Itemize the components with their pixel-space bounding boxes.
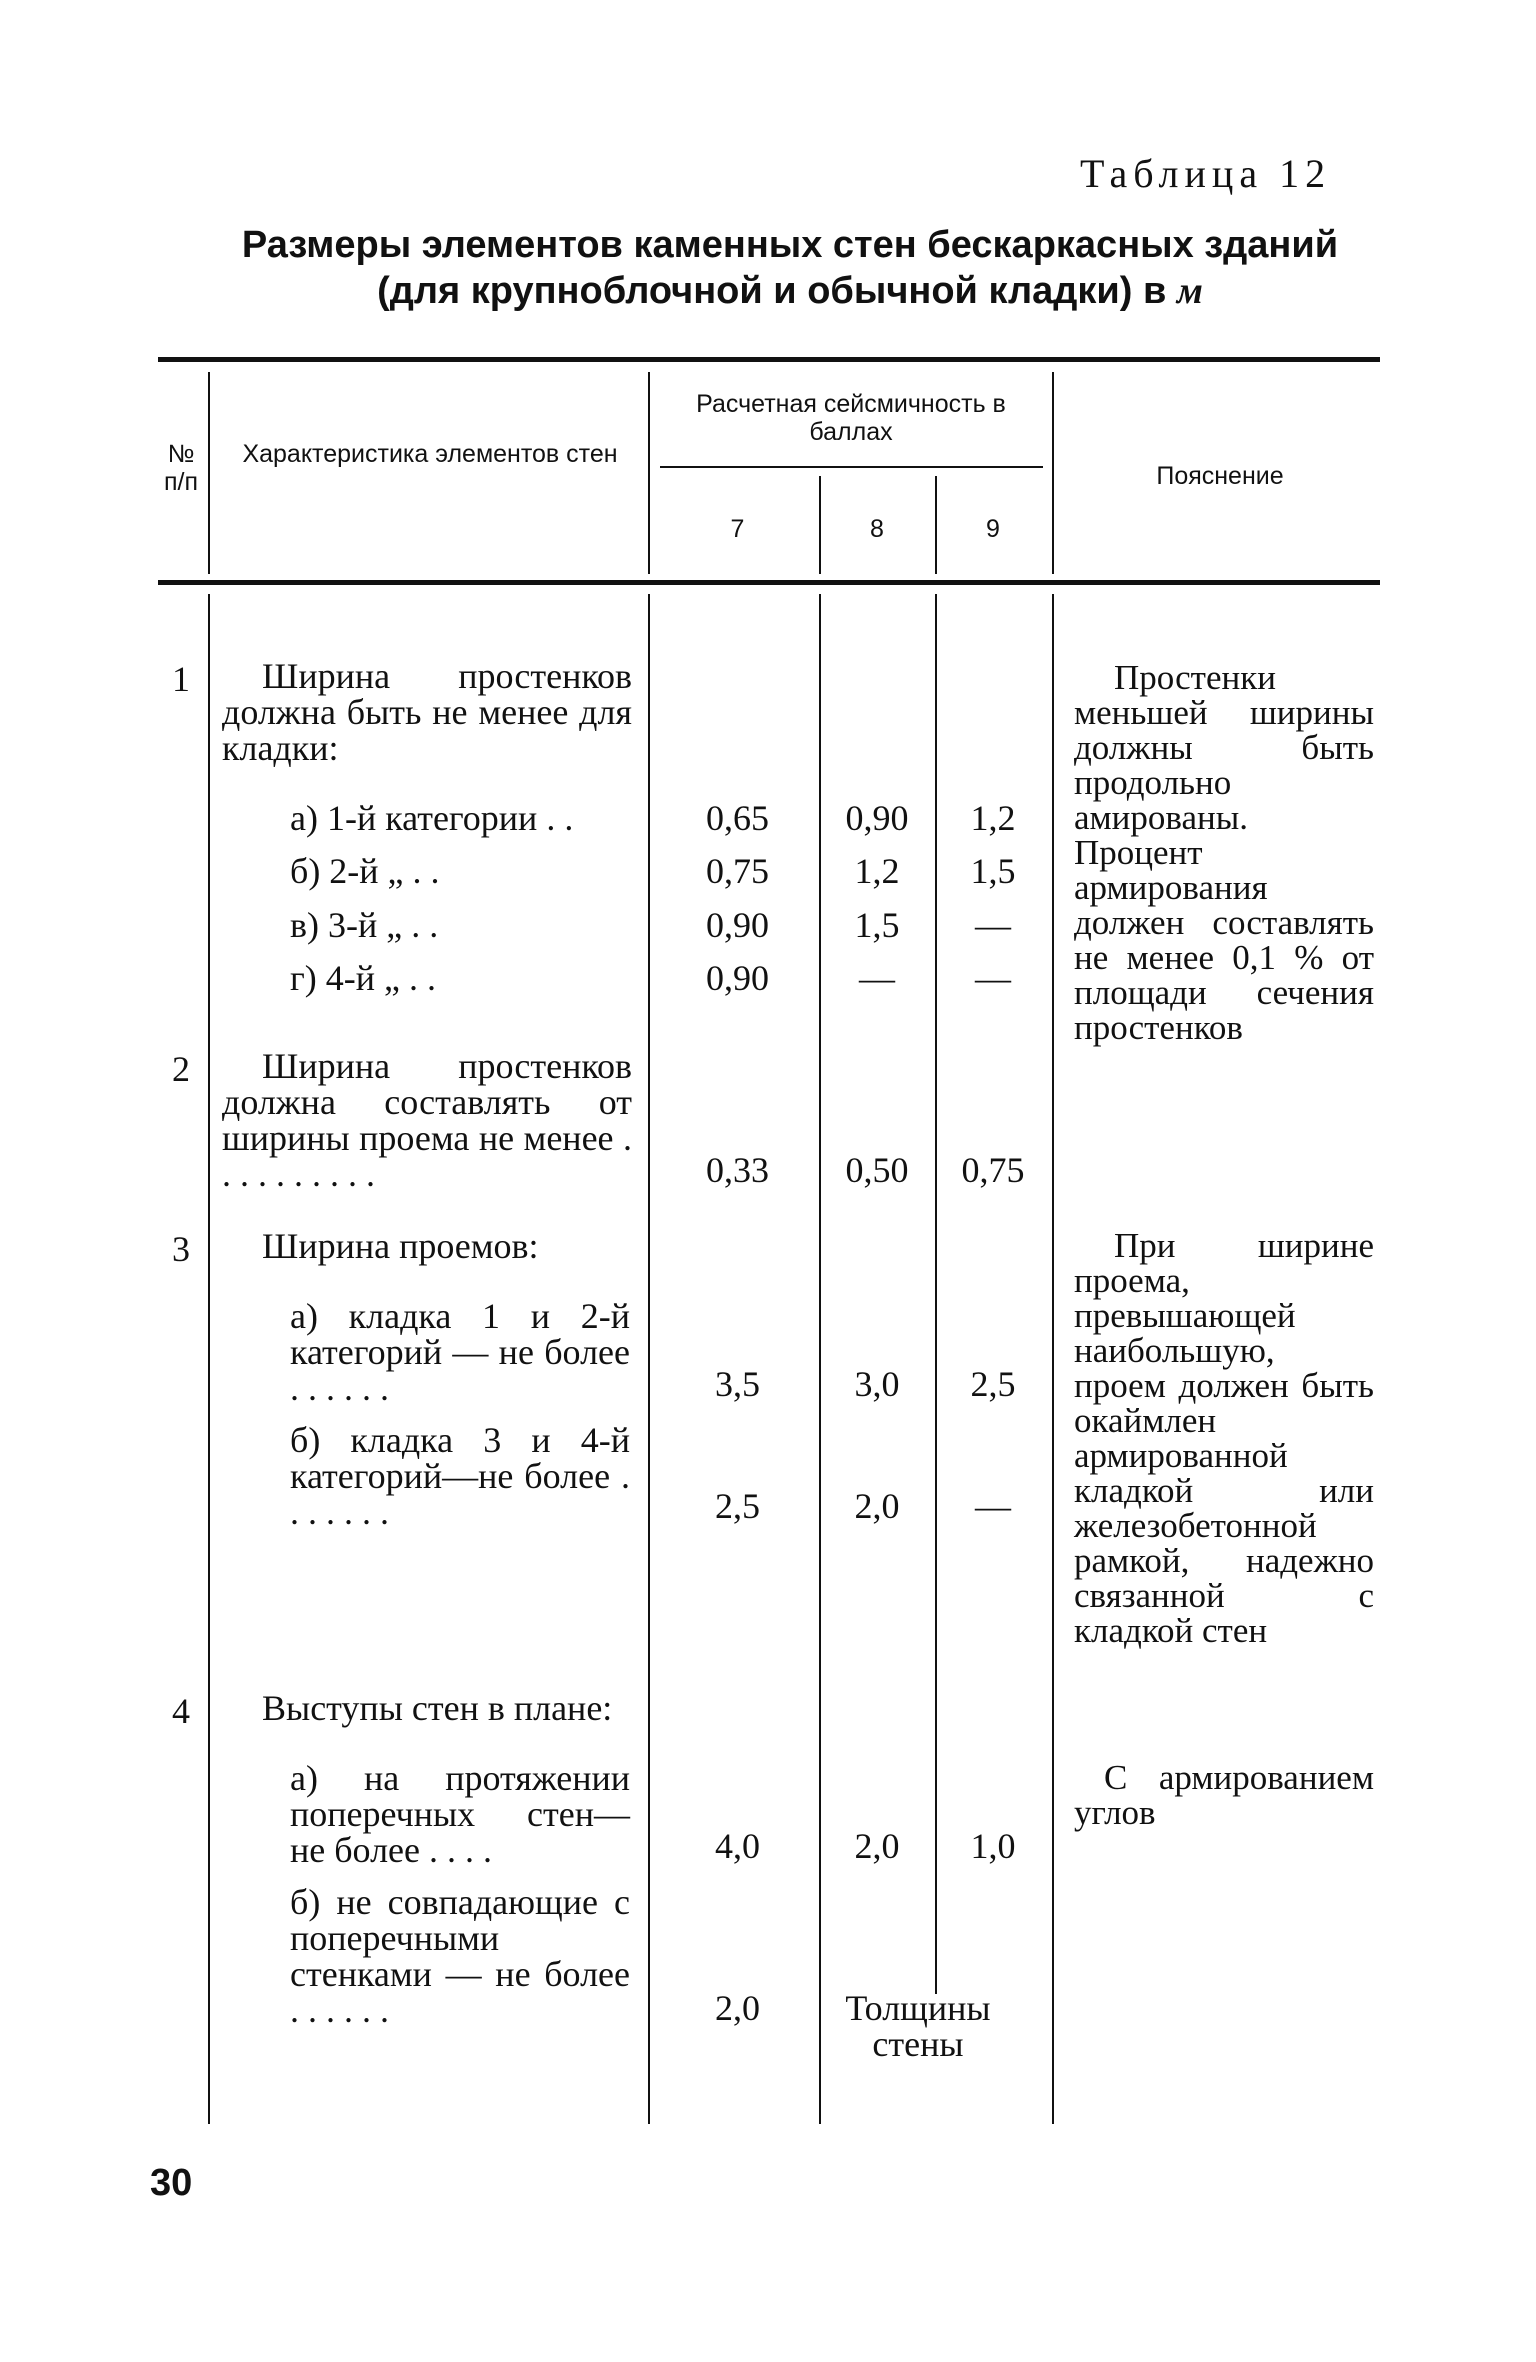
header-characteristic: Характеристика элементов стен — [242, 440, 618, 468]
table-number: Таблица 12 — [1080, 151, 1332, 196]
row-3a-v9: 2,5 — [970, 1364, 1016, 1404]
row-4a-v7: 4,0 — [715, 1826, 760, 1866]
header-seismic-9: 9 — [986, 515, 1000, 543]
table-title — [150, 222, 1430, 314]
row-1d-v7: 0,90 — [706, 958, 769, 998]
row-3b-v9: — — [975, 1486, 1011, 1526]
col-rule-5b — [1052, 594, 1054, 2124]
header-seismic-7: 7 — [730, 515, 745, 543]
row-4-text: Выступы стен в плане: — [262, 1688, 613, 1728]
header-num: № п/п — [163, 440, 199, 496]
row-1c-v8: 1,5 — [854, 905, 900, 945]
row-4-sub-b: б) не совпадающие с поперечными стенками — не более . . . . . . — [290, 1882, 630, 2030]
row-1b-v7: 0,75 — [706, 851, 769, 891]
col-rule-4b — [935, 594, 937, 1994]
row-4-sub-a: а) на протяжении поперечных стен— не более . . . . — [290, 1758, 630, 1870]
row-1d-v9: — — [975, 958, 1011, 998]
page-number: 30 — [150, 2162, 193, 2204]
header-bottom-rule — [158, 580, 1380, 585]
row-1a-v8: 0,90 — [845, 798, 909, 838]
row-3-sub-b: б) кладка 3 и 4-й категорий—не более . . . . . . . — [290, 1420, 630, 1532]
col-rule-3b — [819, 594, 821, 2124]
row-3a-v8: 3,0 — [854, 1364, 900, 1404]
row-2-text: Ширина простенков должна составлять от ширины проема не менее . . . . . . . . . . — [222, 1046, 632, 1194]
row-3a-v7: 3,5 — [715, 1364, 760, 1404]
header-seismic: Расчетная сейсмичность в баллах — [696, 390, 1006, 446]
row-4b-v7: 2,0 — [715, 1988, 760, 2028]
row-3-sub-a: а) кладка 1 и 2-й категорий — не более . . . . . . — [290, 1296, 630, 1408]
row-1-sub-b: б) 2-й „ . . — [290, 851, 440, 891]
header-note: Пояснение — [1156, 462, 1284, 490]
row-4b-v89: Толщины стены — [845, 1988, 991, 2064]
row-1-note: Простенки меньшей ширины должны быть продольно амированы. Процент армирования должен составлять не менее 0,1 % от площади сечения простенков — [1074, 658, 1374, 1047]
row-3-note: При ширине проема, превышающей наибольшую, проем должен быть окаймлен армированной кладкой или железобетонной рамкой, надежно связанной с кладкой стен — [1074, 1226, 1374, 1650]
title-unit: м — [1176, 270, 1203, 312]
row-1-sub-a: а) 1-й категории . . — [290, 798, 574, 838]
table-top-rule — [158, 357, 1380, 362]
row-4a-v9: 1,0 — [970, 1826, 1016, 1866]
row-3-number: 3 — [172, 1229, 190, 1269]
col-rule-1b — [208, 594, 210, 2124]
row-4-number: 4 — [172, 1691, 190, 1731]
title-line-2: (для крупноблочной и обычной кладки) в м — [377, 270, 1203, 312]
row-1-sub-d: г) 4-й „ . . — [290, 958, 436, 998]
col-rule-4 — [935, 476, 937, 574]
row-2-number: 2 — [172, 1049, 190, 1089]
row-1c-v9: — — [975, 905, 1011, 945]
col-rule-2b — [648, 594, 650, 2124]
row-2-v7: 0,33 — [706, 1150, 769, 1190]
title-line-1: Размеры элементов каменных стен бескаркасных зданий — [241, 224, 1339, 266]
row-1a-v9: 1,2 — [970, 798, 1016, 838]
row-1-number: 1 — [172, 659, 190, 699]
col-rule-3 — [819, 476, 821, 574]
row-1b-v9: 1,5 — [970, 851, 1016, 891]
row-3b-v8: 2,0 — [854, 1486, 900, 1526]
row-3-text: Ширина проемов: — [262, 1226, 539, 1266]
row-4a-v8: 2,0 — [854, 1826, 900, 1866]
row-1b-v8: 1,2 — [854, 851, 900, 891]
row-1-sub-c: в) 3-й „ . . — [290, 905, 439, 945]
row-1d-v8: — — [859, 958, 895, 998]
row-2-v9: 0,75 — [961, 1150, 1025, 1190]
row-4-note: С армированием углов — [1074, 1758, 1374, 1832]
row-1-text: Ширина простенков должна быть не менее для кладки: — [222, 656, 632, 768]
header-seismic-8: 8 — [870, 515, 884, 543]
seismic-header-rule — [660, 466, 1043, 468]
row-2-v8: 0,50 — [845, 1150, 909, 1190]
col-rule-5 — [1052, 372, 1054, 574]
col-rule-2 — [648, 372, 650, 574]
col-rule-1 — [208, 372, 210, 574]
row-1a-v7: 0,65 — [706, 798, 769, 838]
row-1c-v7: 0,90 — [706, 905, 769, 945]
row-3b-v7: 2,5 — [715, 1486, 760, 1526]
